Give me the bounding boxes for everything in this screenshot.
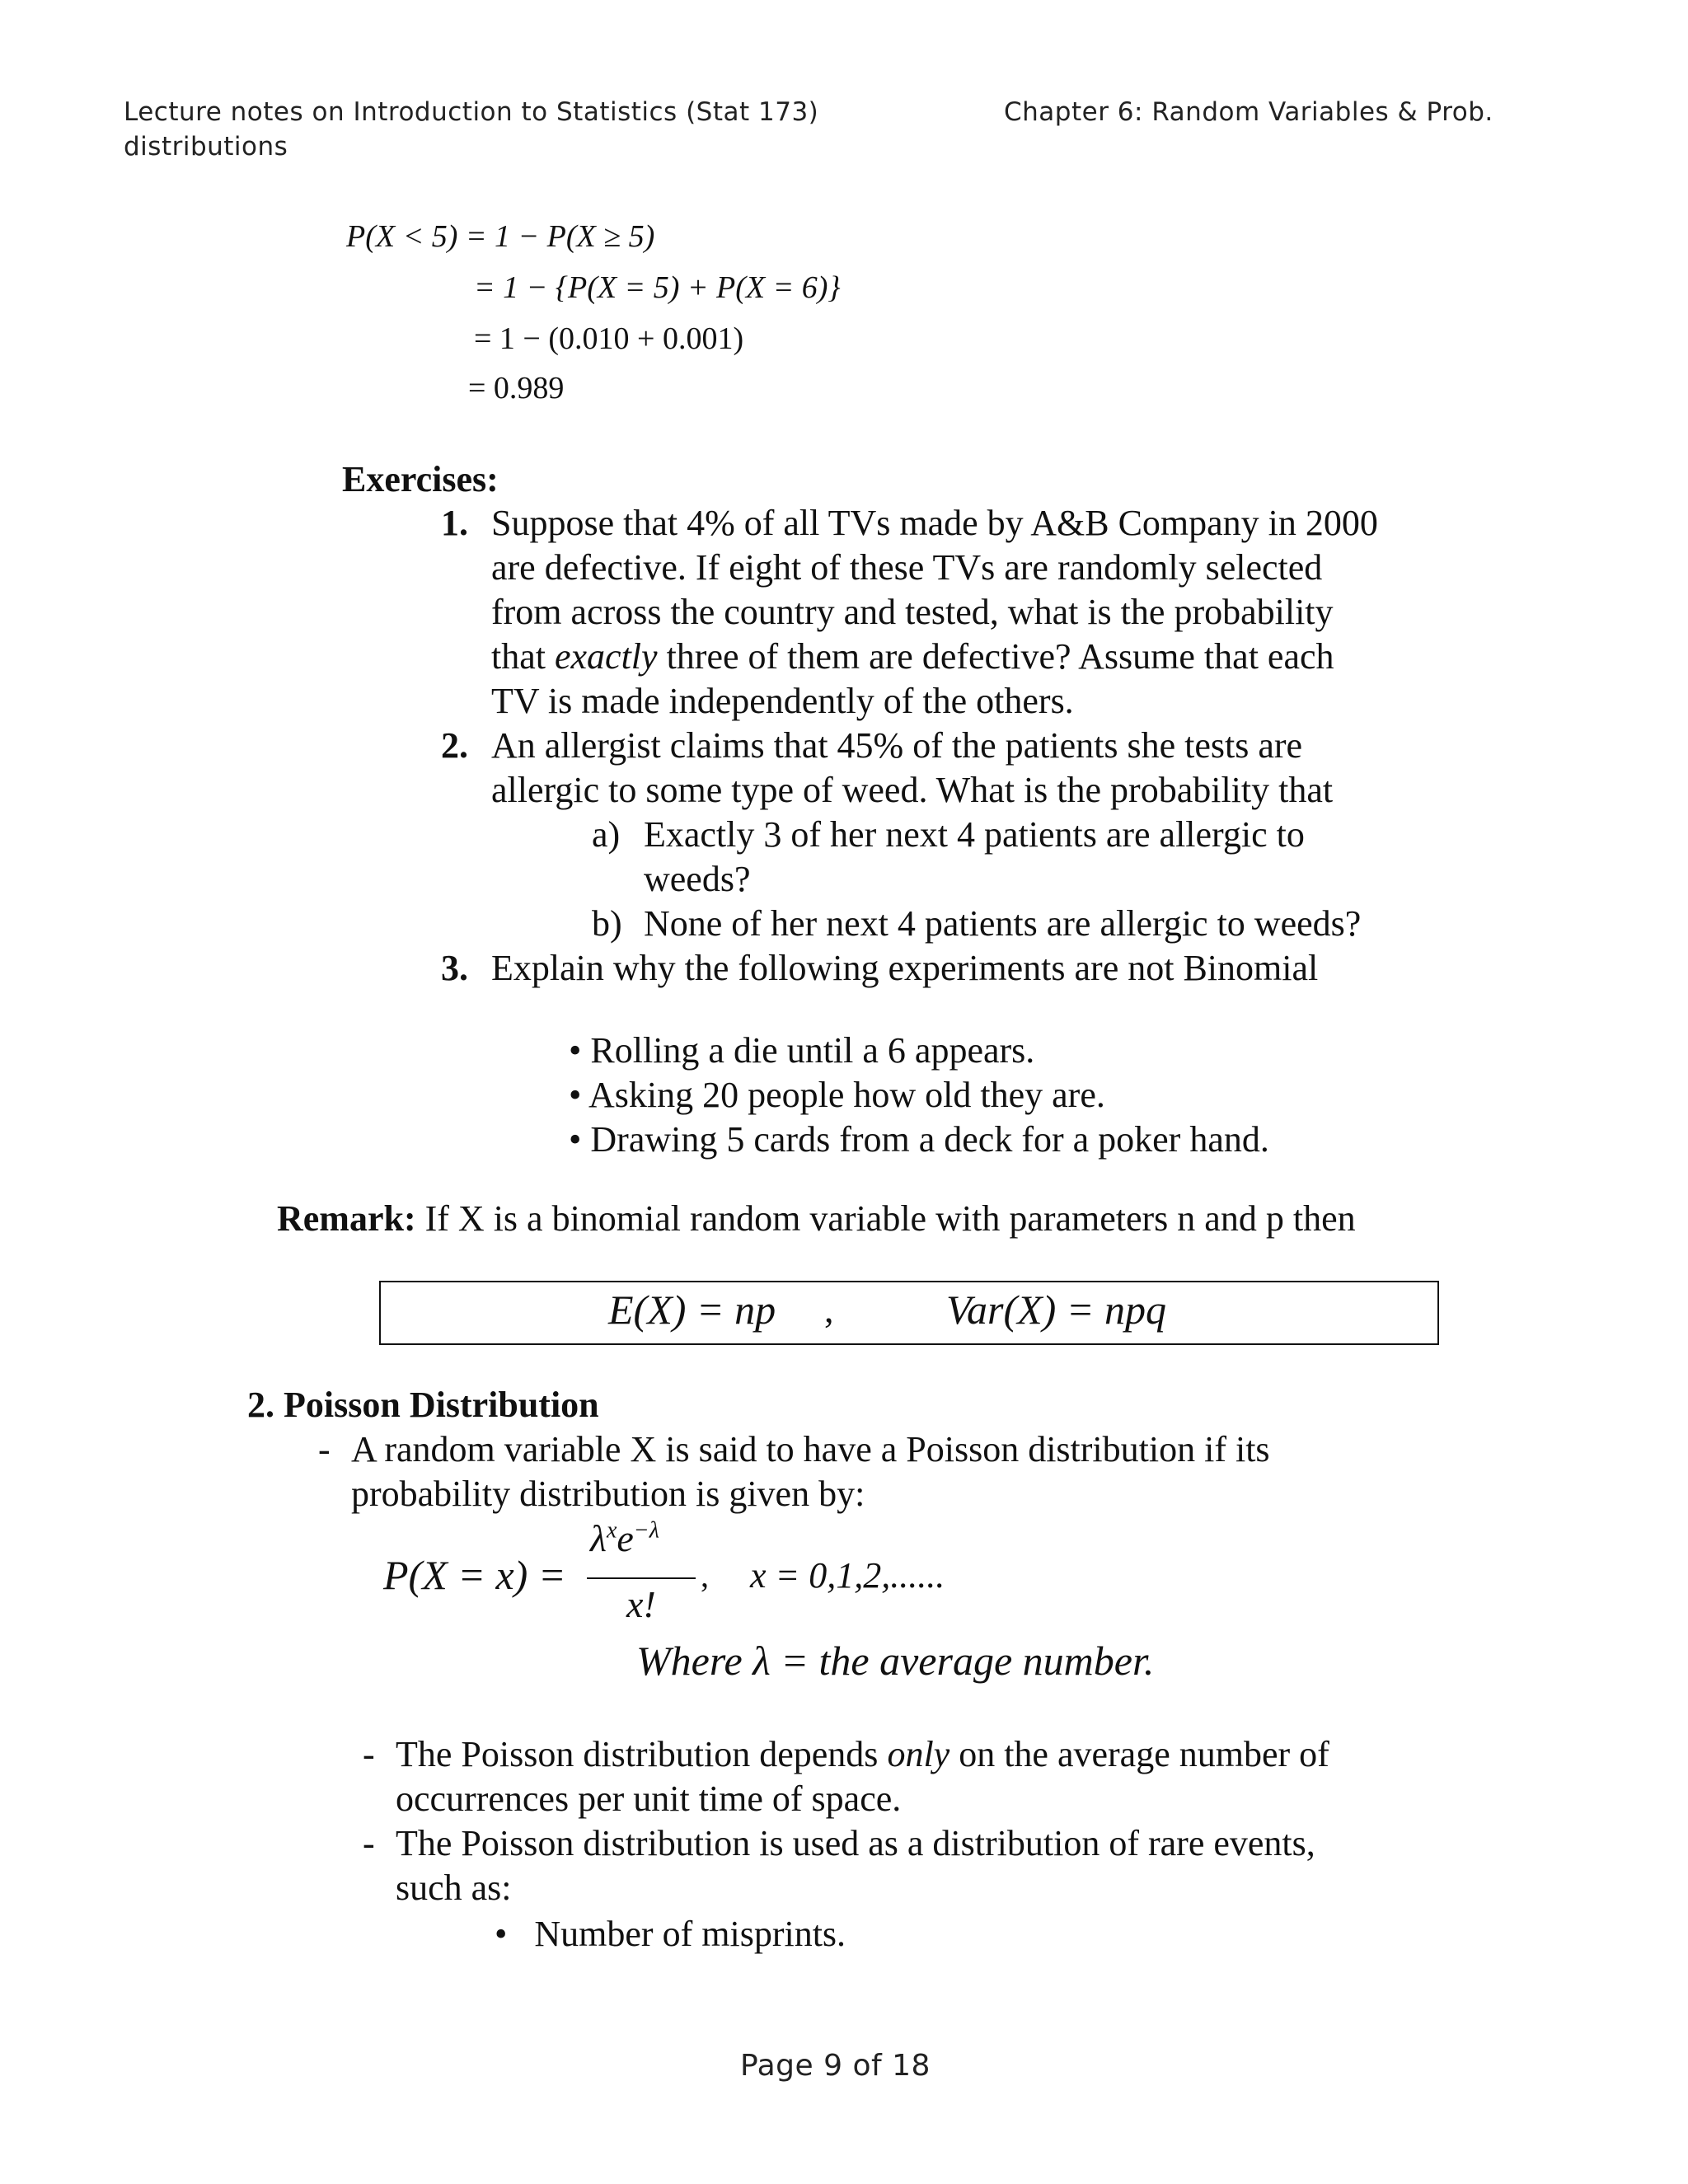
calc-line-2: = 1 − {P(X = 5) + P(X = 6)} bbox=[474, 270, 841, 305]
bullet-text: Rolling a die until a 6 appears. bbox=[590, 1030, 1035, 1071]
dash: - bbox=[318, 1429, 331, 1469]
point-text: on the average number of bbox=[950, 1734, 1329, 1774]
exercise-2a-line: Exactly 3 of her next 4 patients are allergic to bbox=[644, 814, 1305, 855]
exercise-2-line: An allergist claims that 45% of the patients she tests are bbox=[491, 725, 1303, 766]
bullet-text: Drawing 5 cards from a deck for a poker hand. bbox=[590, 1119, 1269, 1160]
poisson-point-1 bbox=[396, 1732, 1329, 1777]
exercises-heading: Exercises: bbox=[342, 459, 499, 499]
poisson-intro-line: A random variable X is said to have a Poisson distribution if its bbox=[351, 1429, 1270, 1469]
exercise-1-text: that bbox=[491, 636, 555, 677]
exercise-2b-label: b) bbox=[592, 903, 622, 944]
bullet-item: • Asking 20 people how old they are. bbox=[569, 1075, 1105, 1115]
poisson-point-2: The Poisson distribution is used as a distribution of rare events, bbox=[396, 1823, 1315, 1863]
point-emphasis: only bbox=[887, 1734, 950, 1774]
exercise-1-text: three of them are defective? Assume that each bbox=[657, 636, 1334, 677]
bullet-text: Number of misprints. bbox=[534, 1914, 846, 1954]
exercise-1-line: are defective. If eight of these TVs are randomly selected bbox=[491, 547, 1323, 588]
formula-box bbox=[379, 1281, 1439, 1345]
poisson-intro-line: probability distribution is given by: bbox=[351, 1474, 865, 1514]
expectation-formula: E(X) = np bbox=[608, 1286, 776, 1333]
pmf-lhs: P(X = x) = bbox=[383, 1552, 566, 1598]
section-heading: 2. Poisson Distribution bbox=[247, 1385, 599, 1425]
e-exponent: −λ bbox=[633, 1517, 659, 1544]
poisson-point-2-continued: such as: bbox=[396, 1868, 512, 1908]
poisson-point-1-continued: occurrences per unit time of space. bbox=[396, 1779, 902, 1819]
exercise-2-number: 2. bbox=[441, 725, 468, 766]
bullet-item: • Number of misprints. bbox=[495, 1914, 846, 1954]
bullet-item: • Rolling a die until a 6 appears. bbox=[569, 1030, 1035, 1071]
pmf-numerator bbox=[590, 1516, 659, 1560]
euler-e: e bbox=[617, 1517, 634, 1559]
pmf-support: x = 0,1,2,...... bbox=[750, 1555, 945, 1596]
exercise-2a-label: a) bbox=[592, 814, 621, 855]
lambda-definition: Where λ = the average number. bbox=[636, 1638, 1155, 1684]
lambda-symbol: λ bbox=[590, 1517, 607, 1559]
fraction-bar bbox=[587, 1577, 696, 1579]
calc-line-3: = 1 − (0.010 + 0.001) bbox=[474, 321, 744, 356]
variance-formula: Var(X) = npq bbox=[946, 1286, 1167, 1333]
formula-separator: , bbox=[824, 1288, 834, 1330]
exercise-3-number: 3. bbox=[441, 948, 468, 988]
remark bbox=[277, 1197, 1356, 1241]
exercise-1-line: from across the country and tested, what is the probability bbox=[491, 592, 1334, 632]
exercise-1-line: TV is made independently of the others. bbox=[491, 681, 1074, 721]
exercise-1-number: 1. bbox=[441, 503, 468, 543]
header-title-continued: distributions bbox=[124, 132, 288, 162]
pmf-denominator: x! bbox=[626, 1583, 656, 1625]
calc-line-1: P(X < 5) = 1 − P(X ≥ 5) bbox=[346, 219, 655, 254]
exercise-1-line: Suppose that 4% of all TVs made by A&B Company in 2000 bbox=[491, 503, 1378, 543]
exercise-2-line: allergic to some type of weed. What is the probability that bbox=[491, 770, 1334, 810]
pmf-comma: , bbox=[701, 1557, 709, 1594]
header-chapter: Chapter 6: Random Variables & Prob. bbox=[1004, 97, 1493, 127]
exercise-1-emphasis: exactly bbox=[554, 636, 658, 677]
remark-label: Remark: bbox=[277, 1198, 416, 1239]
dash: - bbox=[363, 1734, 375, 1774]
bullet-item: • Drawing 5 cards from a deck for a poker hand. bbox=[569, 1119, 1269, 1160]
exercise-2b-line: None of her next 4 patients are allergic to weeds? bbox=[644, 903, 1362, 944]
numerator-exponent: x bbox=[606, 1517, 617, 1544]
page-number: Page 9 of 18 bbox=[740, 2049, 931, 2083]
remark-text: If X is a binomial random variable with parameters n and p then bbox=[415, 1198, 1356, 1239]
header-title: Lecture notes on Introduction to Statistics (Stat 173) bbox=[124, 97, 819, 127]
exercise-1-line bbox=[491, 635, 1334, 679]
calc-line-4: = 0.989 bbox=[468, 371, 565, 405]
point-text: The Poisson distribution depends bbox=[396, 1734, 888, 1774]
exercise-3-line: Explain why the following experiments are not Binomial bbox=[491, 948, 1319, 988]
bullet-text: Asking 20 people how old they are. bbox=[588, 1075, 1105, 1115]
exercise-2a-line: weeds? bbox=[644, 859, 751, 899]
dash: - bbox=[363, 1823, 375, 1863]
